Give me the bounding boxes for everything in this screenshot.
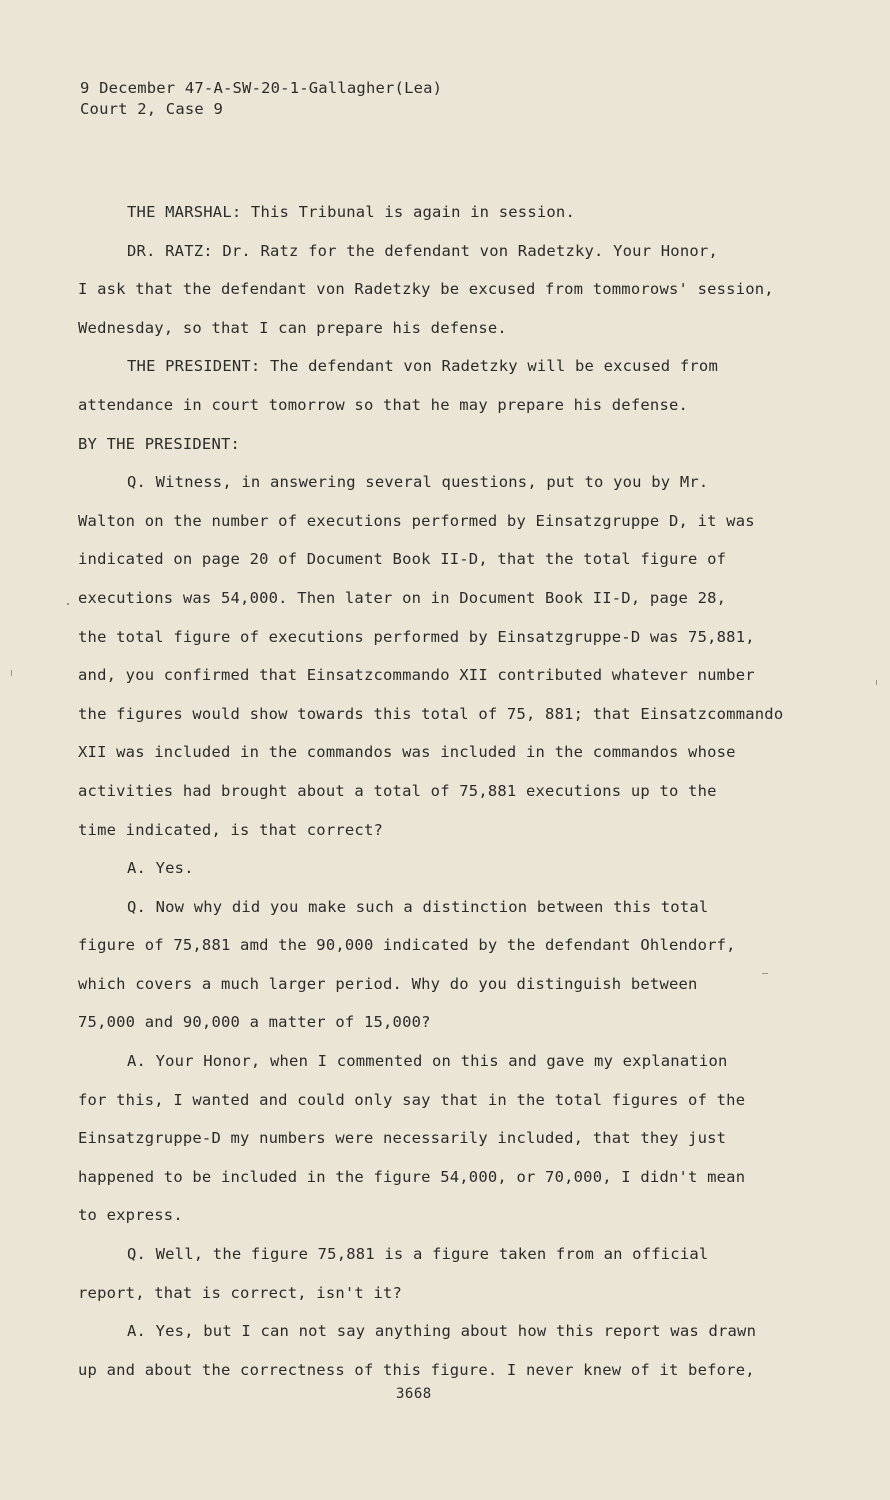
margin-mark <box>762 973 768 974</box>
paragraph-line: Walton on the number of executions performed by Einsatzgruppe D, it was <box>78 511 755 530</box>
paragraph-line: the total figure of executions performed by Einsatzgruppe-D was 75,881, <box>78 627 755 646</box>
paragraph-line: A. Yes, but I can not say anything about how this report was drawn <box>127 1322 757 1341</box>
page-header <box>80 78 442 120</box>
paragraph-line: BY THE PRESIDENT: <box>78 434 241 453</box>
paragraph-line: A. Your Honor, when I commented on this and gave my explanation <box>127 1052 728 1071</box>
margin-mark <box>11 670 12 676</box>
paragraph-line: and, you confirmed that Einsatzcommando XII contributed whatever number <box>78 666 755 685</box>
header-date-line: 9 December 47-A-SW-20-1-Gallagher(Lea) <box>80 79 443 97</box>
paragraph-line: Wednesday, so that I can prepare his defense. <box>78 318 507 337</box>
paragraph-line: activities had brought about a total of 75,881 executions up to the <box>78 781 717 800</box>
paragraph-line: A. Yes. <box>127 859 194 878</box>
paragraph-line: which covers a much larger period. Why do you distinguish between <box>78 974 698 993</box>
paragraph-line: XII was included in the commandos was included in the commandos whose <box>78 743 736 762</box>
paragraph-line: up and about the correctness of this figure. I never knew of it before, <box>78 1360 755 1379</box>
paragraph-line: indicated on page 20 of Document Book II-D, that the total figure of <box>78 550 727 569</box>
header-court-line: Court 2, Case 9 <box>80 100 223 118</box>
paragraph-line: happened to be included in the figure 54,000, or 70,000, I didn't mean <box>78 1167 746 1186</box>
paragraph-line: for this, I wanted and could only say that in the total figures of the <box>78 1090 746 1109</box>
paragraph-line: THE MARSHAL: This Tribunal is again in session. <box>127 203 575 221</box>
paragraph-line: I ask that the defendant von Radetzky be excused from tommorows' session, <box>78 280 774 299</box>
paragraph-line: report, that is correct, isn't it? <box>78 1283 403 1302</box>
paragraph-line: Einsatzgruppe-D my numbers were necessarily included, that they just <box>78 1129 727 1148</box>
paragraph-line: THE PRESIDENT: The defendant von Radetzky will be excused from <box>127 357 718 376</box>
page-number: 3668 <box>396 1386 432 1402</box>
paragraph-line: DR. RATZ: Dr. Ratz for the defendant von Radetzky. Your Honor, <box>127 241 718 260</box>
paragraph-line: to express. <box>78 1206 183 1225</box>
paragraph-line: Q. Witness, in answering several questions, put to you by Mr. <box>127 473 709 492</box>
paragraph-line: 75,000 and 90,000 a matter of 15,000? <box>78 1013 431 1032</box>
margin-mark <box>876 680 877 685</box>
margin-mark <box>67 603 69 605</box>
paragraph-line: Q. Well, the figure 75,881 is a figure taken from an official <box>127 1245 709 1264</box>
paragraph-line: the figures would show towards this total of 75, 881; that Einsatzcommando <box>78 704 784 723</box>
paragraph-line: executions was 54,000. Then later on in Document Book II-D, page 28, <box>78 588 727 607</box>
paragraph-line: time indicated, is that correct? <box>78 820 384 839</box>
paragraph-line: Q. Now why did you make such a distinction between this total <box>127 897 709 916</box>
paragraph-line: figure of 75,881 amd the 90,000 indicated by the defendant Ohlendorf, <box>78 936 736 955</box>
transcript-body <box>78 193 868 1389</box>
paragraph-line: attendance in court tomorrow so that he may prepare his defense. <box>78 395 689 414</box>
